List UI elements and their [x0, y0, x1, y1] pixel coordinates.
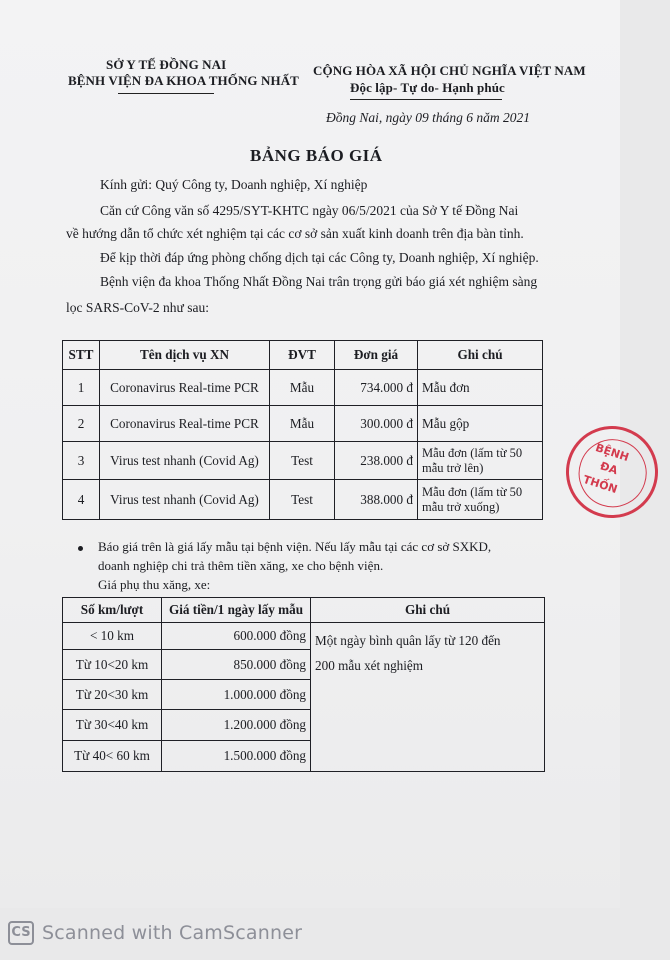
cell-fee: 600.000 đồng [162, 623, 311, 650]
cell-unit: Test [270, 480, 335, 520]
cell-stt: 1 [63, 370, 100, 406]
table-row [63, 370, 543, 406]
col-unit: ĐVT [270, 341, 335, 370]
greeting: Kính gửi: Quý Công ty, Doanh nghiệp, Xí nghiệp [100, 177, 368, 192]
header-hospital: BỆNH VIỆN ĐA KHOA THỐNG NHẤT [68, 73, 299, 88]
surcharge-label: Giá phụ thu xăng, xe: [98, 577, 211, 592]
stamp-text-2: ĐA [598, 459, 620, 478]
surcharge-note-line1: Một ngày bình quân lấy từ 120 đến [315, 633, 501, 648]
cell-note: Mẫu đơn (lấm từ 50 mẫu trở lên) [418, 442, 543, 480]
col-distance: Số km/lượt [63, 598, 162, 623]
cell-price: 734.000 đ [335, 370, 418, 406]
camscanner-footer [0, 908, 620, 960]
surcharge-table [62, 597, 545, 772]
paragraph-3-line1: Bệnh viện đa khoa Thống Nhất Đồng Nai trân trọng gửi báo giá xét nghiệm sàng [100, 274, 538, 289]
camscanner-logo-icon: CS [8, 921, 34, 945]
cell-stt: 2 [63, 406, 100, 442]
cell-unit: Mẫu [270, 370, 335, 406]
table-row [63, 623, 545, 650]
cell-fee: 1.000.000 đồng [162, 680, 311, 710]
cell-service: Virus test nhanh (Covid Ag) [100, 442, 270, 480]
header-department: SỞ Y TẾ ĐỒNG NAI [106, 57, 227, 72]
price-table [62, 340, 543, 520]
camscanner-label: Scanned with CamScanner [42, 922, 303, 944]
bullet-line1: Báo giá trên là giá lấy mẫu tại bệnh viện. Nếu lấy mẫu tại các cơ sở SXKD, [98, 539, 492, 554]
header-motto: Độc lập- Tự do- Hạnh phúc [350, 80, 505, 95]
surcharge-table-header [63, 598, 545, 623]
document-date: Đồng Nai, ngày 09 tháng 6 năm 2021 [326, 110, 530, 125]
cell-price: 300.000 đ [335, 406, 418, 442]
bullet-line2: doanh nghiệp chi trả thêm tiền xăng, xe cho bệnh viện. [98, 558, 384, 573]
col-fee: Giá tiền/1 ngày lấy mẫu [162, 598, 311, 623]
paragraph-1-line2: về hướng dẫn tổ chức xét nghiệm tại các cơ sở sản xuất kinh doanh trên địa bàn tỉnh. [66, 226, 524, 241]
stamp-text-1: BỆNH [593, 441, 631, 465]
header-left-underline [118, 93, 214, 94]
table-row [63, 406, 543, 442]
cell-unit: Test [270, 442, 335, 480]
col-service: Tên dịch vụ XN [100, 341, 270, 370]
price-table-header [63, 341, 543, 370]
col-stt: STT [63, 341, 100, 370]
cell-price: 238.000 đ [335, 442, 418, 480]
header-right-underline [350, 99, 502, 100]
cell-note: Mẫu đơn (lấm từ 50 mẫu trở xuống) [418, 480, 543, 520]
cell-service: Coronavirus Real-time PCR [100, 406, 270, 442]
col-price: Đơn giá [335, 341, 418, 370]
table-row [63, 442, 543, 480]
bullet-icon [78, 546, 83, 551]
cell-distance: Từ 40< 60 km [63, 741, 162, 772]
cell-fee: 850.000 đồng [162, 650, 311, 680]
cell-fee: 1.500.000 đồng [162, 741, 311, 772]
cell-note: Mẫu đơn [418, 370, 543, 406]
cell-distance: Từ 20<30 km [63, 680, 162, 710]
paragraph-3-line2: lọc SARS-CoV-2 như sau: [66, 300, 209, 315]
cell-distance: < 10 km [63, 623, 162, 650]
stamp-text-3: THỐN [581, 472, 619, 497]
paragraph-1-line1: Căn cứ Công văn số 4295/SYT-KHTC ngày 06/5/2021 của Sở Y tế Đồng Nai [100, 203, 519, 218]
header-country: CỘNG HÒA XÃ HỘI CHỦ NGHĨA VIỆT NAM [313, 63, 586, 78]
cell-service: Coronavirus Real-time PCR [100, 370, 270, 406]
cell-stt: 3 [63, 442, 100, 480]
hospital-stamp [554, 414, 670, 530]
cell-unit: Mẫu [270, 406, 335, 442]
cell-distance: Từ 10<20 km [63, 650, 162, 680]
paragraph-2: Để kịp thời đáp ứng phòng chống dịch tại các Công ty, Doanh nghiệp, Xí nghiệp. [100, 250, 539, 265]
table-row [63, 480, 543, 520]
col-note: Ghi chú [418, 341, 543, 370]
cell-note: Mẫu gộp [418, 406, 543, 442]
surcharge-note-line2: 200 mẫu xét nghiệm [315, 658, 424, 673]
cell-price: 388.000 đ [335, 480, 418, 520]
cell-surcharge-note [311, 623, 545, 772]
cell-stt: 4 [63, 480, 100, 520]
col-note: Ghi chú [311, 598, 545, 623]
cell-service: Virus test nhanh (Covid Ag) [100, 480, 270, 520]
cell-fee: 1.200.000 đồng [162, 710, 311, 741]
document-title: BẢNG BÁO GIÁ [250, 146, 383, 165]
cell-distance: Từ 30<40 km [63, 710, 162, 741]
